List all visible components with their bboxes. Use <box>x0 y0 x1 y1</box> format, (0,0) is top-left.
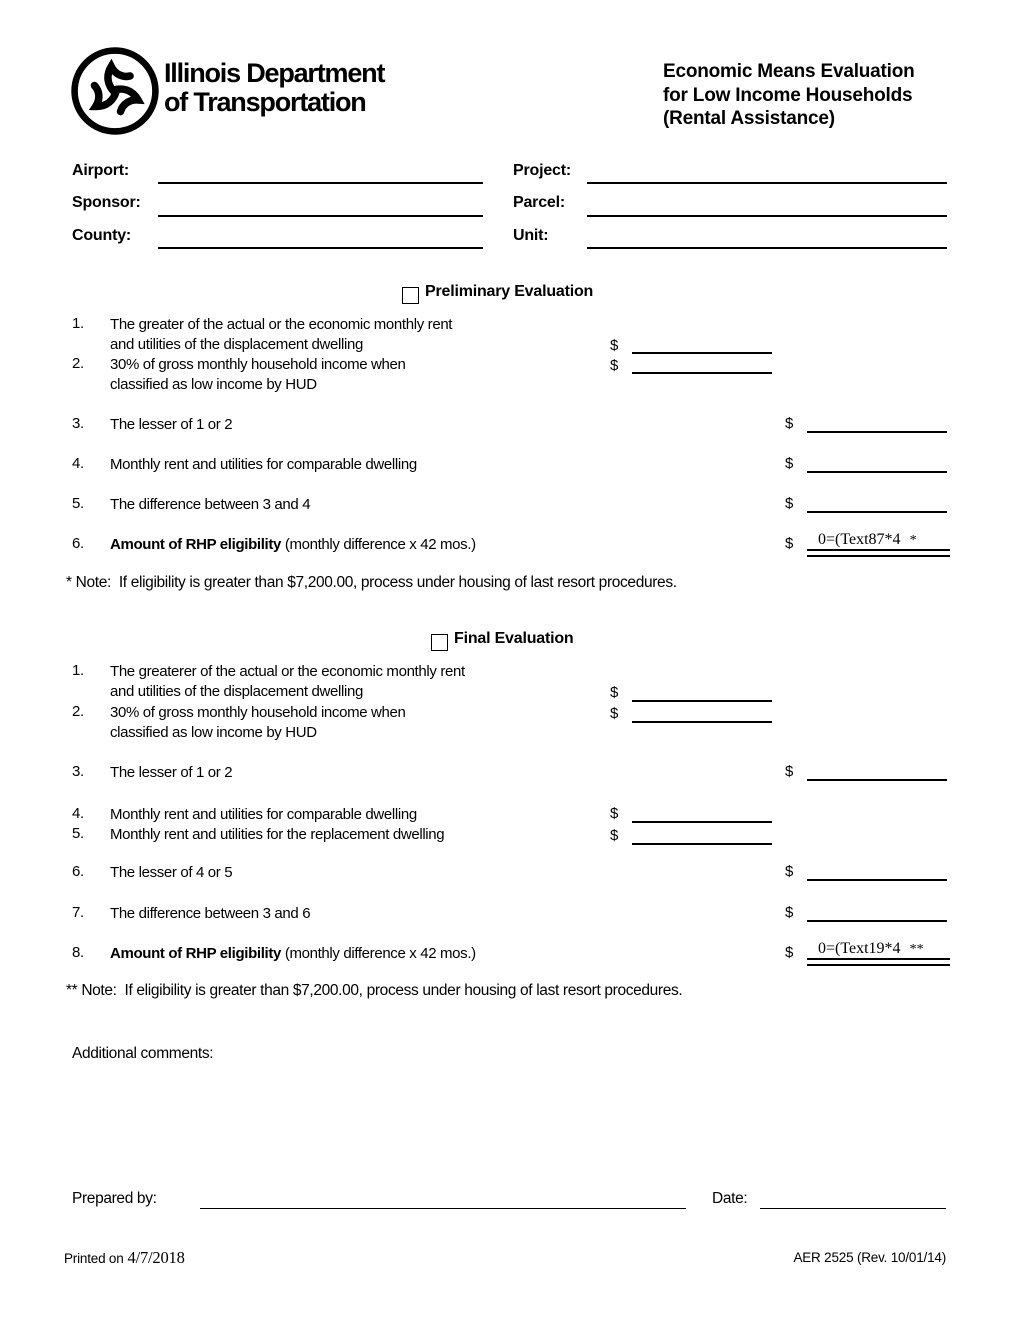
final-item-2-num: 2. <box>72 703 84 720</box>
prelim-item-1-dollar: $ <box>610 337 619 354</box>
form-id: AER 2525 (Rev. 10/01/14) <box>793 1250 946 1265</box>
final-item-5-dollar: $ <box>610 827 619 844</box>
prelim-item-1-num: 1. <box>72 315 84 332</box>
final-item-3-text: The lesser of 1 or 2 <box>110 764 233 781</box>
final-item-7-num: 7. <box>72 904 84 921</box>
final-item-6-text: The lesser of 4 or 5 <box>110 864 233 881</box>
final-rhp-value-field[interactable]: 0=(Text19*4 ** <box>807 940 950 966</box>
parcel-input[interactable] <box>587 215 947 217</box>
project-input[interactable] <box>587 182 947 184</box>
prelim-item-2-dollar: $ <box>610 357 619 374</box>
prelim-rhp-value-field[interactable]: 0=(Text87*4 * <box>807 531 950 557</box>
prelim-item-3-amount[interactable] <box>807 431 947 433</box>
final-item-6-dollar: $ <box>785 863 794 880</box>
sponsor-label: Sponsor: <box>72 194 141 211</box>
final-item-7-amount[interactable] <box>807 920 947 922</box>
final-item-7-dollar: $ <box>785 904 794 921</box>
prelim-item-2-text: 30% of gross monthly household income when classified as low income by HUD <box>110 356 406 393</box>
final-note: ** Note: If eligibility is greater than $7,200.00, process under housing of last resort procedures. <box>66 982 683 999</box>
airport-input[interactable] <box>158 182 483 184</box>
prelim-item-2-num: 2. <box>72 355 84 372</box>
final-item-1-amount[interactable] <box>632 700 772 702</box>
final-item-5-num: 5. <box>72 825 84 842</box>
prelim-item-6-text: Amount of RHP eligibility (monthly difference x 42 mos.) <box>110 536 476 553</box>
final-item-6-num: 6. <box>72 863 84 880</box>
prelim-item-1-text: The greater of the actual or the economic monthly rent and utilities of the displacement dwelling <box>110 316 453 353</box>
prelim-item-5-num: 5. <box>72 495 84 512</box>
final-item-5-amount[interactable] <box>632 843 772 845</box>
prelim-item-4-text: Monthly rent and utilities for comparable dwelling <box>110 456 417 473</box>
final-item-1-dollar: $ <box>610 684 619 701</box>
final-item-3-num: 3. <box>72 763 84 780</box>
double-underline <box>807 549 950 557</box>
final-item-8-dollar: $ <box>785 944 794 961</box>
page-title: Economic Means Evaluation for Low Income Households (Rental Assistance) <box>663 61 915 129</box>
idot-logo-icon <box>68 44 162 138</box>
final-item-2-amount[interactable] <box>632 721 772 723</box>
final-title: Final Evaluation <box>454 630 574 647</box>
prelim-note: * Note: If eligibility is greater than $7,200.00, process under housing of last resort procedures. <box>66 574 677 591</box>
prelim-item-3-text: The lesser of 1 or 2 <box>110 416 233 433</box>
final-item-4-text: Monthly rent and utilities for comparable dwelling <box>110 806 417 823</box>
final-item-3-amount[interactable] <box>807 779 947 781</box>
prelim-item-6-dollar: $ <box>785 535 794 552</box>
prelim-item-4-amount[interactable] <box>807 471 947 473</box>
prelim-item-5-text: The difference between 3 and 4 <box>110 496 311 513</box>
date-input[interactable] <box>760 1208 946 1209</box>
final-item-4-num: 4. <box>72 805 84 822</box>
prelim-item-1-amount[interactable] <box>632 352 772 354</box>
prelim-item-3-num: 3. <box>72 415 84 432</box>
parcel-label: Parcel: <box>513 194 565 211</box>
final-item-4-amount[interactable] <box>632 821 772 823</box>
airport-label: Airport: <box>72 162 130 179</box>
final-item-8-num: 8. <box>72 944 84 961</box>
prepared-by-input[interactable] <box>200 1208 686 1209</box>
project-label: Project: <box>513 162 571 179</box>
final-item-3-dollar: $ <box>785 763 794 780</box>
final-item-6-amount[interactable] <box>807 879 947 881</box>
additional-comments-area[interactable] <box>72 1068 948 1168</box>
final-item-8-text: Amount of RHP eligibility (monthly difference x 42 mos.) <box>110 945 476 962</box>
final-item-4-dollar: $ <box>610 805 619 822</box>
prelim-item-4-num: 4. <box>72 455 84 472</box>
date-label: Date: <box>712 1190 748 1207</box>
final-checkbox[interactable] <box>431 634 448 651</box>
final-item-1-text: The greaterer of the actual or the economic monthly rent and utilities of the displacement dwelling <box>110 663 465 700</box>
county-label: County: <box>72 227 132 244</box>
unit-label: Unit: <box>513 227 549 244</box>
sponsor-input[interactable] <box>158 215 483 217</box>
county-input[interactable] <box>158 247 483 249</box>
final-item-2-dollar: $ <box>610 705 619 722</box>
preliminary-title: Preliminary Evaluation <box>425 283 594 300</box>
prelim-item-5-dollar: $ <box>785 495 794 512</box>
prelim-item-2-amount[interactable] <box>632 372 772 374</box>
double-underline <box>807 958 950 966</box>
additional-comments-label: Additional comments: <box>72 1045 214 1062</box>
prepared-by-label: Prepared by: <box>72 1190 157 1207</box>
prelim-item-3-dollar: $ <box>785 415 794 432</box>
final-item-2-text: 30% of gross monthly household income when classified as low income by HUD <box>110 704 406 741</box>
printed-on-stamp: Printed on 4/7/2018 <box>64 1248 185 1267</box>
preliminary-checkbox[interactable] <box>402 287 419 304</box>
prelim-item-5-amount[interactable] <box>807 511 947 513</box>
agency-name: Illinois Department of Transportation <box>164 58 385 117</box>
final-item-5-text: Monthly rent and utilities for the replacement dwelling <box>110 826 445 843</box>
prelim-item-4-dollar: $ <box>785 455 794 472</box>
prelim-item-6-num: 6. <box>72 535 84 552</box>
unit-input[interactable] <box>587 247 947 249</box>
final-item-7-text: The difference between 3 and 6 <box>110 905 311 922</box>
final-item-1-num: 1. <box>72 662 84 679</box>
